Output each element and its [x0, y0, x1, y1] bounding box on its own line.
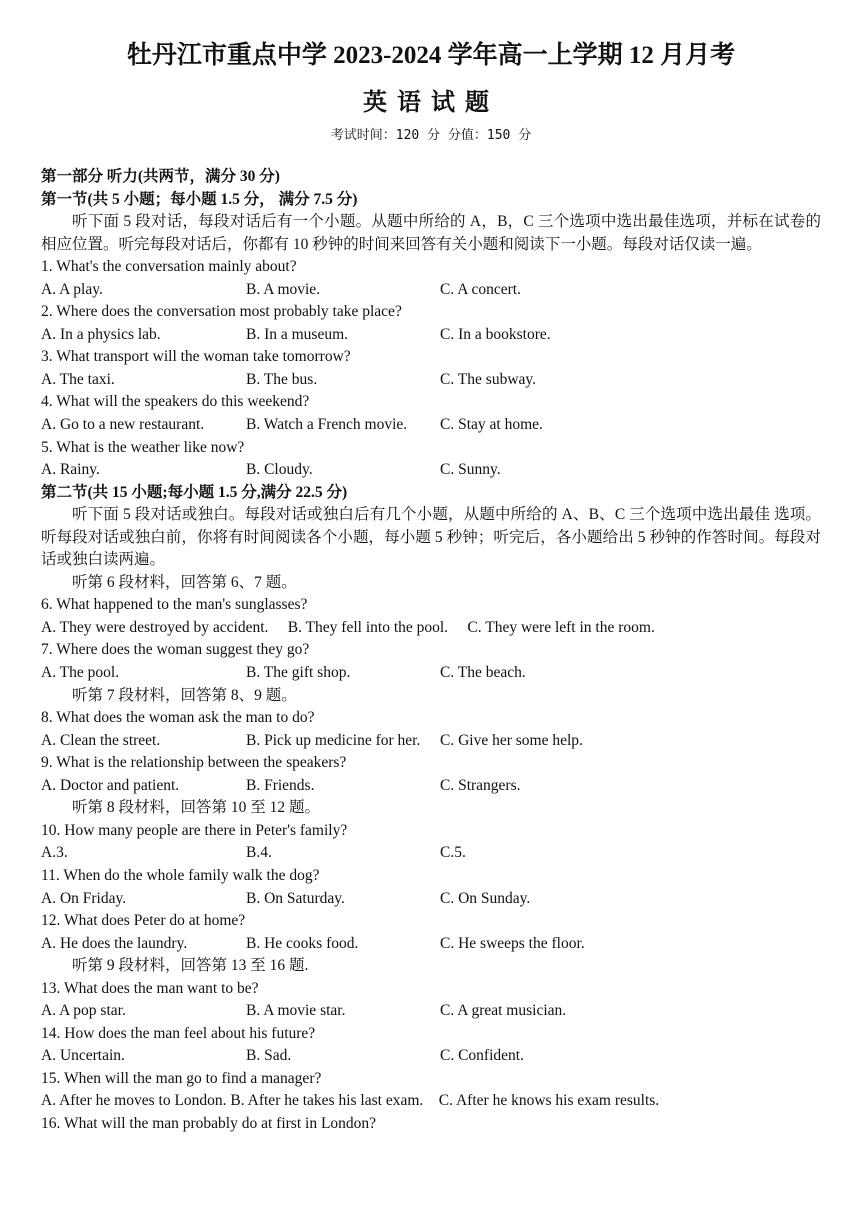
option-c: C. Stay at home.	[440, 416, 543, 434]
option-b: B. The bus.	[246, 370, 318, 388]
section1-heading: 第一节(共 5 小题；每小题 1.5 分， 满分 7.5 分)	[41, 190, 358, 208]
material-note: 听第 6 段材料，回答第 6、7 题。	[72, 573, 297, 591]
question-stem: 11. When do the whole family walk the dog?	[41, 866, 320, 884]
question-options	[41, 369, 821, 392]
material-note: 听第 9 段材料，回答第 13 至 16 题.	[72, 957, 309, 975]
option-a: A. The taxi.	[41, 370, 115, 388]
section1-instruction: 听下面 5 段对话，每段对话后有一个小题。从题中所给的 A，B，C 三个选项中选出最佳选项，并标在试卷的相应位置。听完每段对话后，你都有 10 秒钟的时间来回答有关小题和阅读下一小题。每段对话仅读一遍。	[41, 213, 821, 253]
option-c: C. The beach.	[440, 664, 526, 682]
question-options	[41, 842, 821, 865]
question-stem: 16. What will the man probably do at first in London?	[41, 1114, 377, 1132]
option-b: B. Friends.	[246, 776, 315, 794]
option-a: A. Clean the street.	[41, 731, 161, 749]
question-stem: 5. What is the weather like now?	[41, 438, 245, 456]
question-options	[41, 730, 821, 753]
option-b: B.4.	[246, 844, 272, 862]
question-stem: 14. How does the man feel about his future?	[41, 1024, 316, 1042]
option-b: B. Watch a French movie.	[246, 416, 408, 434]
question-options	[41, 662, 821, 685]
question-stem: 2. Where does the conversation most probably take place?	[41, 303, 402, 321]
question-options	[41, 1045, 821, 1068]
option-a: A. A play.	[41, 280, 103, 298]
material-note: 听第 8 段材料，回答第 10 至 12 题。	[72, 799, 321, 817]
option-b: B. A movie star.	[246, 1002, 346, 1020]
option-a: A. On Friday.	[41, 889, 127, 907]
section2-instruction: 听下面 5 段对话或独白。每段对话或独白后有几个小题，从题中所给的 A、B、C 三个选项中选出最佳 选项。听每段对话或独白前，你将有时间阅读各个小题，每小题 5 秒钟；听完后，各小题给出 5 秒钟的作答时间。每段对话或独白读两遍。	[41, 506, 821, 569]
option-a: A. Rainy.	[41, 461, 100, 479]
option-a: A. He does the laundry.	[41, 934, 188, 952]
option-b: B. In a museum.	[246, 325, 349, 343]
question-stem: 8. What does the woman ask the man to do?	[41, 709, 315, 727]
option-c: C. A great musician.	[440, 1002, 567, 1020]
question-options	[41, 414, 821, 437]
material-note: 听第 7 段材料，回答第 8、9 题。	[72, 686, 297, 704]
option-b: B. Cloudy.	[246, 461, 313, 479]
question-stem: 9. What is the relationship between the speakers?	[41, 754, 347, 772]
option-c: C. The subway.	[440, 370, 537, 388]
option-a: A. In a physics lab.	[41, 325, 161, 343]
exam-page	[41, 40, 821, 1136]
option-c: C. Sunny.	[440, 461, 501, 479]
question-options	[41, 1000, 821, 1023]
option-a: A.3.	[41, 844, 68, 862]
question-options: A. After he moves to London. B. After he takes his last exam. C. After he knows his exam results.	[41, 1092, 660, 1110]
option-c: C. Give her some help.	[440, 731, 583, 749]
question-stem: 4. What will the speakers do this weekend?	[41, 393, 310, 411]
question-stem: 15. When will the man go to find a manager?	[41, 1069, 322, 1087]
option-a: A. Doctor and patient.	[41, 776, 180, 794]
question-stem: 13. What does the man want to be?	[41, 979, 259, 997]
option-c: C. On Sunday.	[440, 889, 531, 907]
option-b: B. On Saturday.	[246, 889, 345, 907]
section2-heading: 第二节(共 15 小题;每小题 1.5 分,满分 22.5 分)	[41, 483, 348, 501]
question-stem: 6. What happened to the man's sunglasses?	[41, 596, 308, 614]
question-options	[41, 933, 821, 956]
exam-subtitle: 英语试题	[363, 90, 499, 116]
option-c: C. He sweeps the floor.	[440, 934, 585, 952]
option-a: A. A pop star.	[41, 1002, 126, 1020]
part1-heading: 第一部分 听力(共两节，满分 30 分)	[41, 168, 280, 185]
question-options	[41, 279, 821, 302]
option-a: A. Go to a new restaurant.	[41, 416, 205, 434]
question-options	[41, 888, 821, 911]
question-stem: 3. What transport will the woman take tomorrow?	[41, 348, 351, 366]
option-b: B. Sad.	[246, 1047, 292, 1065]
question-stem: 12. What does Peter do at home?	[41, 912, 246, 930]
option-a: A. Uncertain.	[41, 1047, 125, 1065]
question-stem: 10. How many people are there in Peter's family?	[41, 821, 348, 839]
option-a: A. The pool.	[41, 664, 120, 682]
option-c: C. In a bookstore.	[440, 325, 551, 343]
option-b: B. A movie.	[246, 280, 321, 298]
option-c: C.5.	[440, 844, 466, 862]
option-c: C. A concert.	[440, 280, 521, 298]
exam-meta: 考试时间：120 分 分值：150 分	[330, 128, 532, 143]
question-options	[41, 324, 821, 347]
option-c: C. Strangers.	[440, 776, 521, 794]
question-options	[41, 459, 821, 482]
question-options	[41, 775, 821, 798]
question-stem: 7. Where does the woman suggest they go?	[41, 641, 310, 659]
option-b: B. He cooks food.	[246, 934, 359, 952]
option-b: B. The gift shop.	[246, 664, 351, 682]
question-options: A. They were destroyed by accident. B. They fell into the pool. C. They were left in the room.	[41, 618, 655, 636]
question-stem: 1. What's the conversation mainly about?	[41, 258, 297, 276]
option-c: C. Confident.	[440, 1047, 524, 1065]
option-b: B. Pick up medicine for her.	[246, 731, 421, 749]
exam-title: 牡丹江市重点中学 2023-2024 学年高一上学期 12 月月考	[126, 42, 736, 69]
exam-content	[41, 166, 821, 1136]
